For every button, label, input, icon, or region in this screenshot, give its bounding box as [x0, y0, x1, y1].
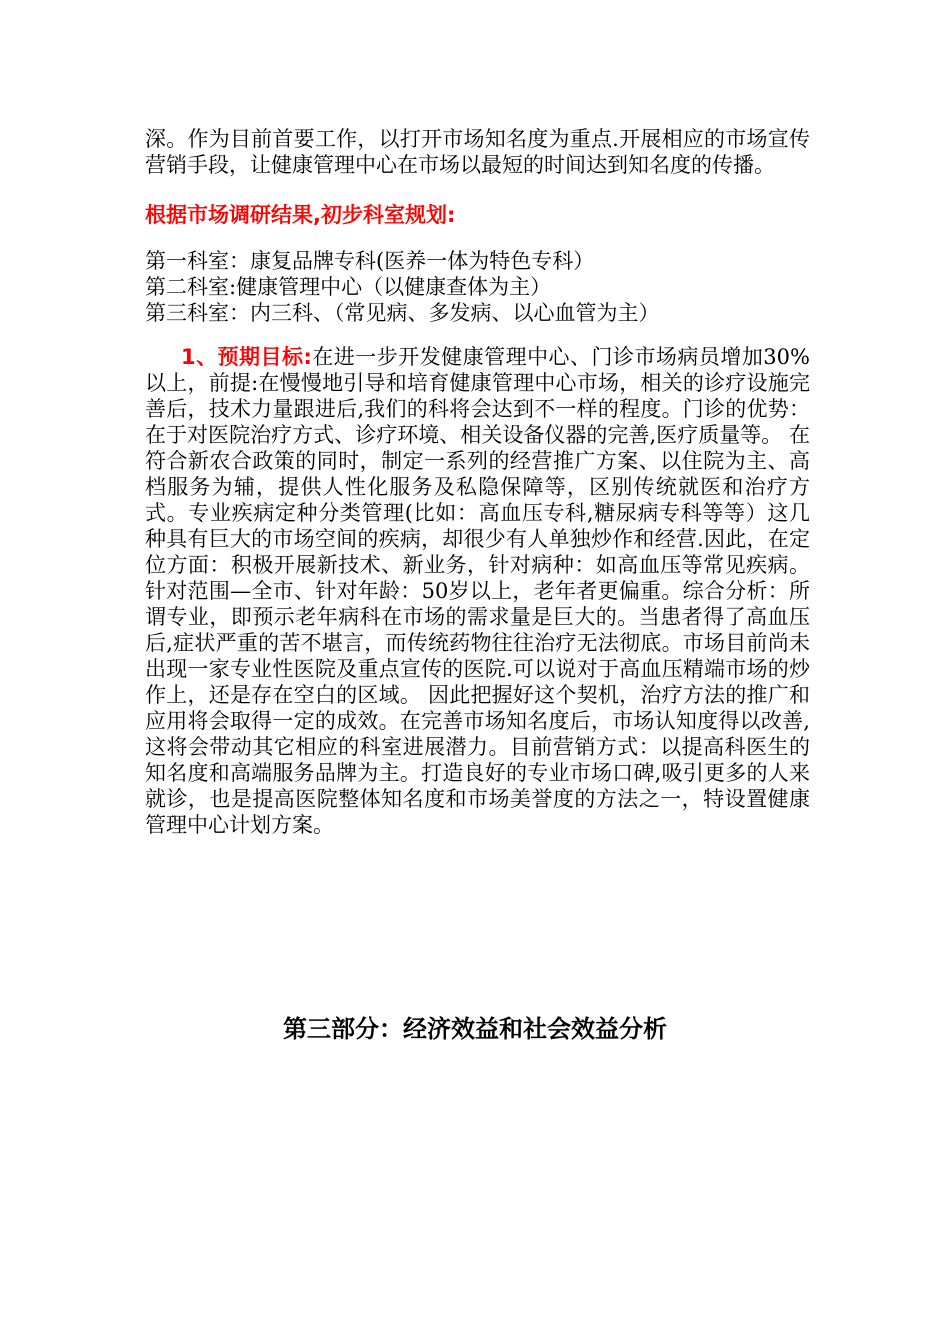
intro-paragraph: 深。作为目前首要工作，以打开市场知名度为重点.开展相应的市场宣传营销手段，让健康管理中心在市场以最短的时间达到知名度的传播。 — [145, 127, 810, 177]
plan-heading: 根据市场调研结果,初步科室规划: — [145, 203, 456, 227]
goal-label: 1、预期目标: — [181, 345, 312, 369]
section-title: 第三部分：经济效益和社会效益分析 — [283, 1015, 667, 1043]
department-item: 第二科室:健康管理中心（以健康查体为主） — [145, 275, 552, 299]
goal-paragraph — [145, 344, 810, 838]
department-item: 第三科室：内三科、（常见病、多发病、以心血管为主） — [145, 301, 660, 325]
department-list — [145, 248, 810, 326]
goal-body: 在进一步开发健康管理中心、门诊市场病员增加30%以上，前提:在慢慢地引导和培育健康管理中心市场，相关的诊疗设施完善后，技术力量跟进后,我们的科将会达到不一样的程度。门诊的优势：在于对医院治疗方式、诊疗环境、相关设备仪器的完善,医疗质量等。 在符合新农合政策的同时，制定一系列的经营推广方案、以住院为主、高档服务为辅，提供人性化服务及私隐保障等，区别传统就医和治疗方式。专业疾病定种分类管理(比如：高血压专科,糖尿病专科等等）这几种具有巨大的市场空间的疾病，却很少有人单独炒作和经营.因此，在定位方面：积极开展新技术、新业务，针对病种：如高血压等常见疾病。 针对范围—全市、针对年龄：50岁以上，老年者更偏重。综合分析：所谓专业，即预示老年病科在市场的需求量是巨大的。当患者得了高血压后,症状严重的苦不堪言，而传统药物往往治疗无法彻底。市场目前尚未出现一家专业性医院及重点宣传的医院.可以说对于高血压精端市场的炒作上，还是存在空白的区域。 因此把握好这个契机，治疗方法的推广和应用将会取得一定的成效。在完善市场知名度后，市场认知度得以改善,这将会带动其它相应的科室进展潜力。目前营销方式：以提高科医生的知名度和高端服务品牌为主。打造良好的专业市场口碑,吸引更多的人来就诊，也是提高医院整体知名度和市场美誉度的方法之一，特设置健康管理中心计划方案。 — [145, 345, 810, 837]
department-item: 第一科室：康复品牌专科(医养一体为特色专科） — [145, 249, 595, 273]
